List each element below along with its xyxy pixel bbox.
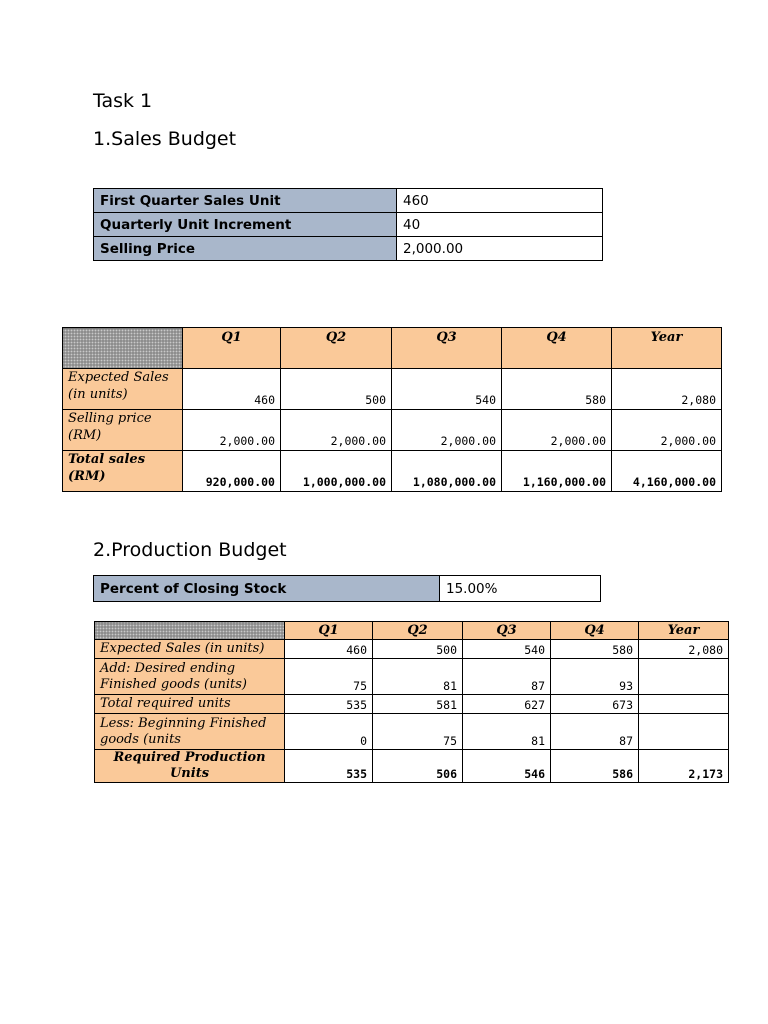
table-row xyxy=(63,369,722,410)
column-header: Q4 xyxy=(551,622,639,640)
column-header: Q1 xyxy=(183,328,281,369)
row-label: Required Production Units xyxy=(95,750,285,783)
table-cell: 627 xyxy=(463,695,551,714)
table-cell: 580 xyxy=(551,640,639,659)
column-header: Q2 xyxy=(281,328,392,369)
sales-budget-title: 1.Sales Budget xyxy=(93,128,237,150)
column-header: Q3 xyxy=(392,328,502,369)
info-label: First Quarter Sales Unit xyxy=(94,189,397,213)
table-cell: 1,000,000.00 xyxy=(281,451,392,492)
table-cell: 75 xyxy=(285,659,373,695)
row-label: Expected Sales (in units) xyxy=(95,640,285,659)
production-budget-table xyxy=(94,621,729,783)
table-cell: 460 xyxy=(183,369,281,410)
table-cell: 81 xyxy=(373,659,463,695)
table-row xyxy=(95,640,729,659)
table-cell: 75 xyxy=(373,714,463,750)
header-row xyxy=(63,328,722,369)
table-cell: 2,000.00 xyxy=(183,410,281,451)
sales-info-table xyxy=(93,188,603,261)
task-title: Task 1 xyxy=(93,90,153,112)
table-cell: 500 xyxy=(281,369,392,410)
table-row xyxy=(95,714,729,750)
table-cell: 2,000.00 xyxy=(281,410,392,451)
table-cell: 673 xyxy=(551,695,639,714)
row-label: Expected Sales (in units) xyxy=(63,369,183,410)
info-label: Quarterly Unit Increment xyxy=(94,213,397,237)
info-value: 15.00% xyxy=(440,576,601,602)
table-cell: 540 xyxy=(392,369,502,410)
table-cell: 586 xyxy=(551,750,639,783)
header-row xyxy=(95,622,729,640)
table-cell xyxy=(639,659,729,695)
production-info-table xyxy=(93,575,601,602)
table-cell: 920,000.00 xyxy=(183,451,281,492)
row-label: Less: Beginning Finished goods (units xyxy=(95,714,285,750)
info-label: Selling Price xyxy=(94,237,397,261)
info-value: 460 xyxy=(397,189,603,213)
table-cell: 87 xyxy=(551,714,639,750)
info-row xyxy=(94,213,603,237)
table-cell: 1,160,000.00 xyxy=(502,451,612,492)
table-cell: 580 xyxy=(502,369,612,410)
table-cell: 500 xyxy=(373,640,463,659)
table-row xyxy=(63,410,722,451)
table-cell: 535 xyxy=(285,695,373,714)
corner-cell xyxy=(95,622,285,640)
table-cell: 2,000.00 xyxy=(392,410,502,451)
table-cell: 87 xyxy=(463,659,551,695)
table-cell: 4,160,000.00 xyxy=(612,451,722,492)
column-header: Year xyxy=(639,622,729,640)
info-value: 40 xyxy=(397,213,603,237)
table-cell: 540 xyxy=(463,640,551,659)
info-label: Percent of Closing Stock xyxy=(94,576,440,602)
column-header: Year xyxy=(612,328,722,369)
table-cell: 2,000.00 xyxy=(502,410,612,451)
table-cell: 93 xyxy=(551,659,639,695)
table-cell: 581 xyxy=(373,695,463,714)
table-cell: 546 xyxy=(463,750,551,783)
table-cell: 1,080,000.00 xyxy=(392,451,502,492)
table-cell: 2,000.00 xyxy=(612,410,722,451)
table-row xyxy=(95,750,729,783)
info-value: 2,000.00 xyxy=(397,237,603,261)
info-row xyxy=(94,189,603,213)
production-budget-title: 2.Production Budget xyxy=(93,539,287,561)
row-label: Add: Desired ending Finished goods (units) xyxy=(95,659,285,695)
column-header: Q2 xyxy=(373,622,463,640)
row-label: Selling price (RM) xyxy=(63,410,183,451)
table-row xyxy=(95,695,729,714)
column-header: Q1 xyxy=(285,622,373,640)
table-cell: 0 xyxy=(285,714,373,750)
column-header: Q3 xyxy=(463,622,551,640)
table-row xyxy=(63,451,722,492)
table-cell: 2,080 xyxy=(639,640,729,659)
table-cell xyxy=(639,714,729,750)
table-cell: 2,080 xyxy=(612,369,722,410)
table-cell: 506 xyxy=(373,750,463,783)
table-cell: 81 xyxy=(463,714,551,750)
sales-budget-table xyxy=(62,327,722,492)
row-label: Total required units xyxy=(95,695,285,714)
info-row xyxy=(94,237,603,261)
table-cell: 2,173 xyxy=(639,750,729,783)
table-cell xyxy=(639,695,729,714)
corner-cell xyxy=(63,328,183,369)
table-row xyxy=(95,659,729,695)
table-cell: 535 xyxy=(285,750,373,783)
table-cell: 460 xyxy=(285,640,373,659)
row-label: Total sales (RM) xyxy=(63,451,183,492)
column-header: Q4 xyxy=(502,328,612,369)
info-row xyxy=(94,576,601,602)
